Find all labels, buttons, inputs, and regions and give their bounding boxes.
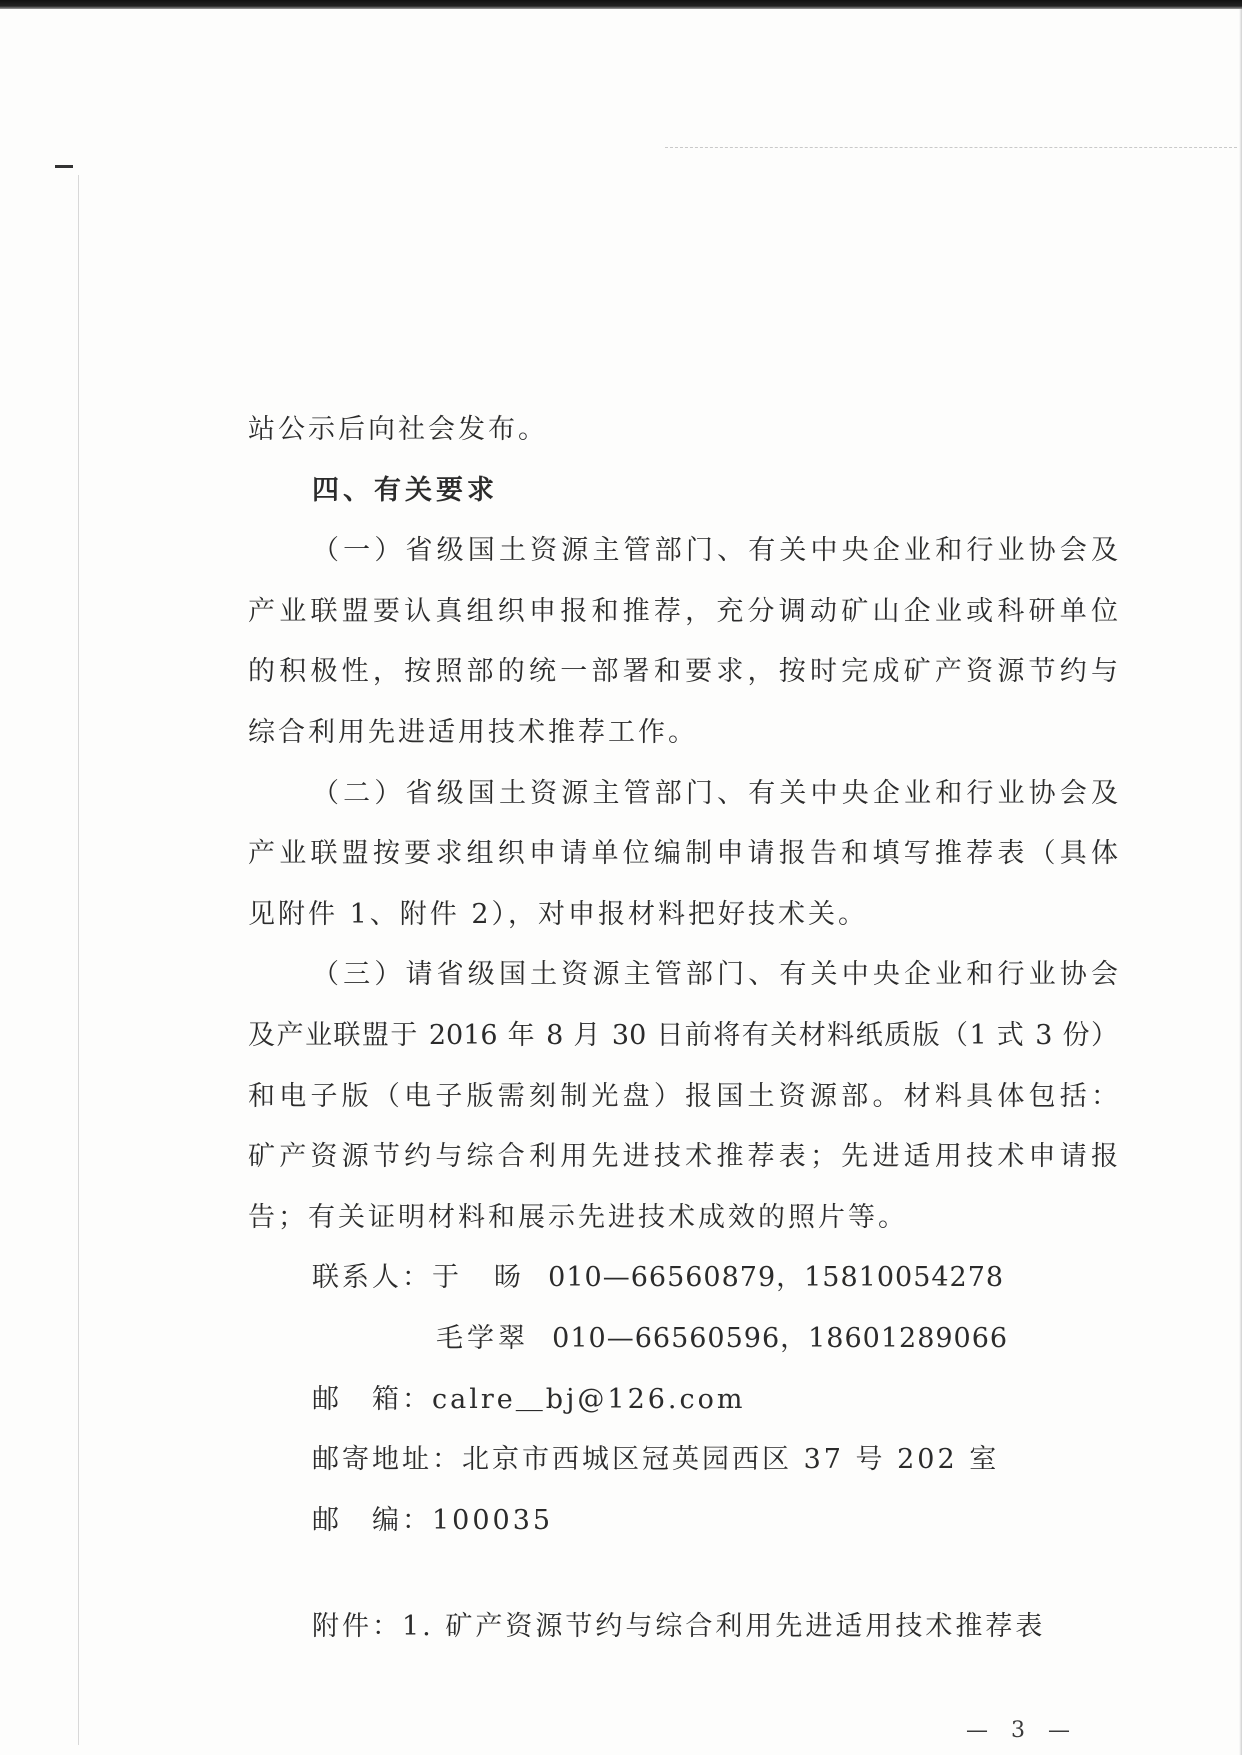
contact-line-1: [248, 1248, 1118, 1309]
paragraph-line: 矿产资源节约与综合利用先进技术推荐表；先进适用技术申请报: [248, 1141, 1118, 1173]
paragraph-line: （一）省级国土资源主管部门、有关中央企业和行业协会及: [312, 535, 1118, 567]
attachment-item: 1. 矿产资源节约与综合利用先进适用技术推荐表: [402, 1611, 1046, 1643]
paragraph-line: 见附件 1、附件 2），对申报材料把好技术关。: [248, 898, 869, 930]
paragraph-line: 产业联盟要认真组织申报和推荐，充分调动矿山企业或科研单位: [248, 595, 1118, 627]
contact-label: 联系人：: [312, 1262, 432, 1294]
spacer: [248, 1551, 1118, 1597]
postcode-label: 邮 编：: [312, 1504, 432, 1536]
email-value: calre＿bj@126.com: [432, 1383, 746, 1415]
document-body: [248, 400, 1118, 1658]
paragraph-line: 综合利用先进适用技术推荐工作。: [248, 716, 698, 748]
address-value: 北京市西城区冠英园西区 37 号 202 室: [462, 1444, 1000, 1476]
attachment-line: [248, 1597, 1118, 1658]
paragraph-line: 产业联盟按要求组织申请单位编制申请报告和填写推荐表（具体: [248, 838, 1118, 870]
email-line: [248, 1370, 1118, 1431]
contact-name: 毛学翠: [436, 1322, 529, 1354]
scan-margin-line: [78, 175, 79, 1745]
contact-line-2: [248, 1309, 1118, 1370]
continuation-line: 站公示后向社会发布。: [248, 414, 548, 445]
paragraph-2: [248, 764, 1118, 946]
section-heading: 四、有关要求: [312, 474, 498, 506]
page-number: — 3 —: [966, 1718, 1078, 1743]
contact-name: 于 旸: [432, 1262, 525, 1294]
paragraph-line: （二）省级国土资源主管部门、有关中央企业和行业协会及: [312, 777, 1118, 809]
scan-dotted-line: [665, 147, 1242, 148]
paragraph-line: 和电子版（电子版需刻制光盘）报国土资源部。材料具体包括：: [248, 1080, 1118, 1112]
paragraph-line: 的积极性，按照部的统一部署和要求，按时完成矿产资源节约与: [248, 656, 1118, 688]
paragraph-line: 及产业联盟于 2016 年 8 月 30 日前将有关材料纸质版（1 式 3 份）: [248, 1019, 1118, 1051]
paragraph-3: [248, 945, 1118, 1248]
scan-margin-mark: [55, 165, 73, 168]
address-label: 邮寄地址：: [312, 1444, 462, 1476]
scan-top-edge: [0, 0, 1242, 9]
attachment-label: 附件：: [312, 1611, 402, 1643]
address-line: [248, 1430, 1118, 1491]
paragraph-1: [248, 521, 1118, 763]
email-label: 邮 箱：: [312, 1383, 432, 1415]
postcode-line: [248, 1491, 1118, 1552]
paragraph-line: （三）请省级国土资源主管部门、有关中央企业和行业协会: [312, 959, 1118, 991]
contact-phones: 010—66560879，15810054278: [548, 1262, 1005, 1294]
paragraph-line: 告；有关证明材料和展示先进技术成效的照片等。: [248, 1201, 908, 1233]
postcode-value: 100035: [432, 1504, 554, 1536]
contact-phones: 010—66560596，18601289066: [552, 1322, 1009, 1354]
